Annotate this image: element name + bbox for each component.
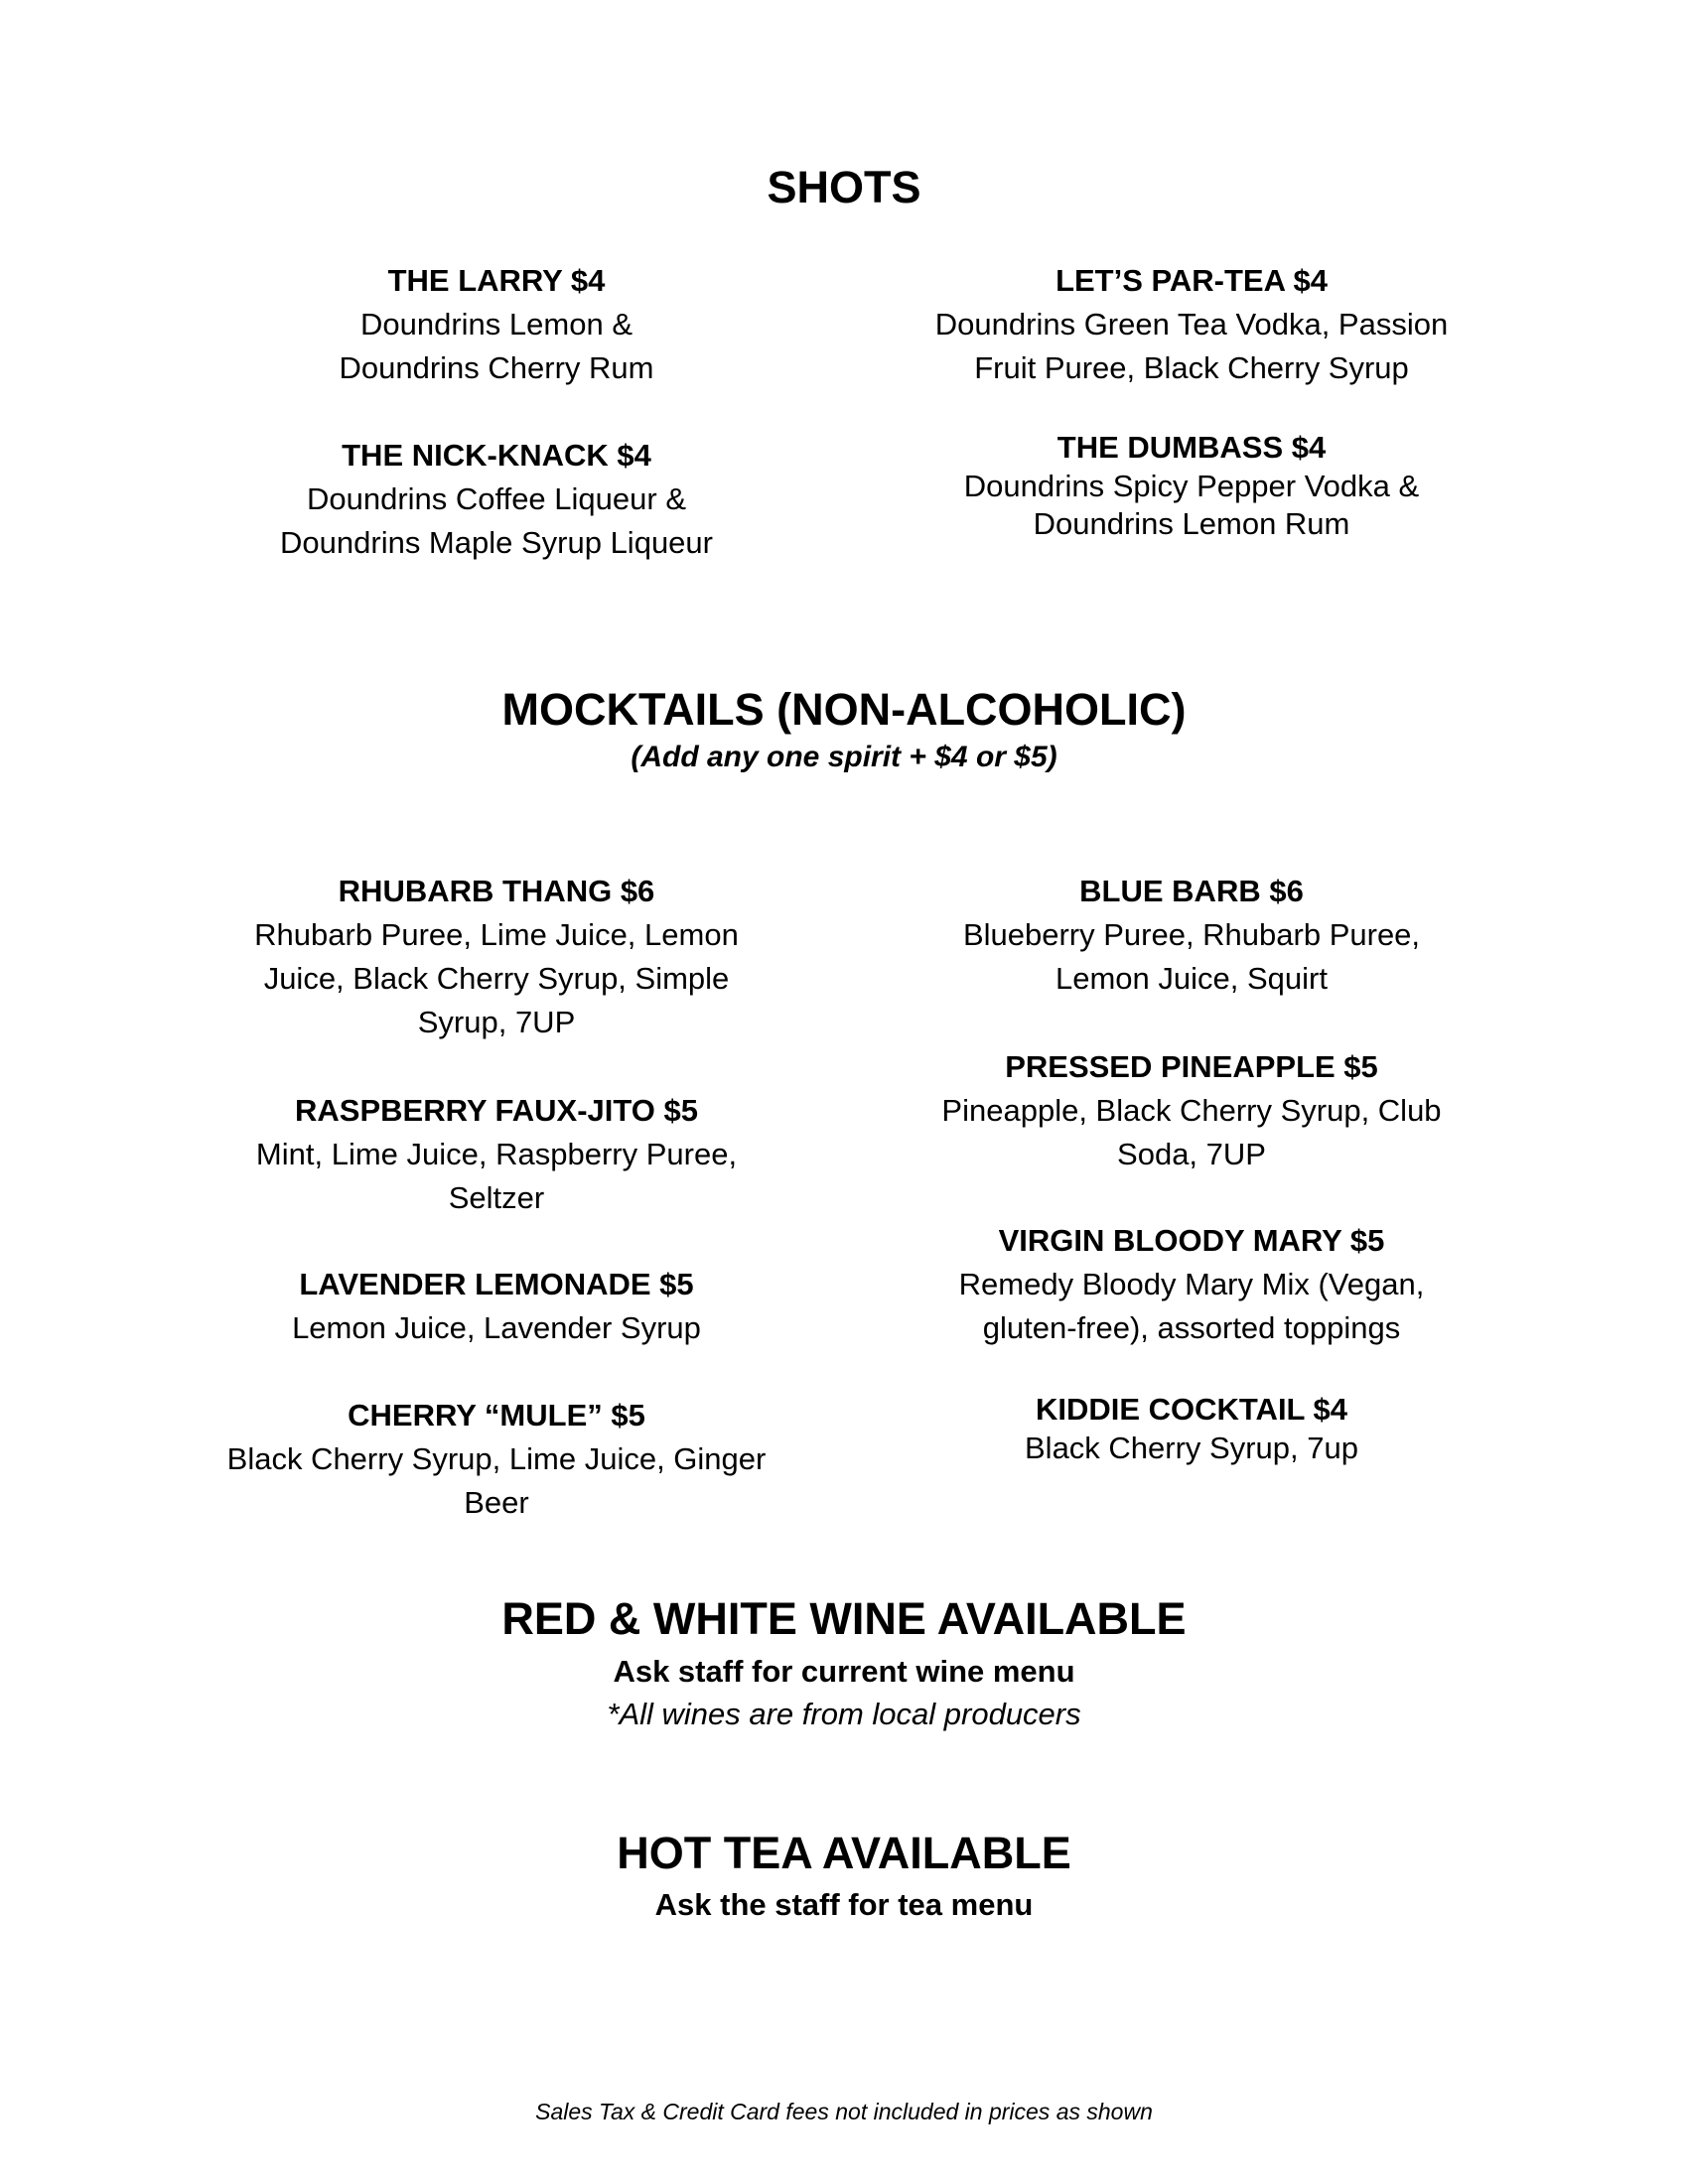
item-description: Mint, Lime Juice, Raspberry Puree, xyxy=(255,1137,738,1171)
tea-heading: HOT TEA AVAILABLE xyxy=(617,1828,1071,1878)
menu-item xyxy=(194,1394,799,1525)
item-description: Fruit Puree, Black Cherry Syrup xyxy=(974,350,1409,385)
item-description: Beer xyxy=(464,1485,529,1520)
mocktails-heading: MOCKTAILS (NON-ALCOHOLIC) xyxy=(501,684,1187,735)
menu-item xyxy=(899,1219,1484,1350)
item-name: PRESSED PINEAPPLE $5 xyxy=(1005,1049,1378,1084)
footer-disclaimer: Sales Tax & Credit Card fees not included in prices as shown xyxy=(535,2099,1153,2124)
shots-heading: SHOTS xyxy=(767,162,921,212)
menu-item xyxy=(194,259,799,390)
tea-note: Ask the staff for tea menu xyxy=(654,1887,1034,1922)
item-description: Blueberry Puree, Rhubarb Puree, xyxy=(962,917,1421,952)
menu-item xyxy=(899,870,1484,1001)
item-description: Rhubarb Puree, Lime Juice, Lemon xyxy=(254,917,739,952)
item-description: Black Cherry Syrup, 7up xyxy=(1025,1431,1358,1465)
item-name: VIRGIN BLOODY MARY $5 xyxy=(998,1223,1385,1258)
item-name: RASPBERRY FAUX-JITO $5 xyxy=(295,1093,698,1128)
menu-item xyxy=(194,1089,799,1220)
item-name: RHUBARB THANG $6 xyxy=(338,874,655,908)
menu-item xyxy=(899,428,1484,543)
menu-item xyxy=(194,870,799,1044)
wine-note: Ask staff for current wine menu xyxy=(613,1654,1075,1689)
menu-item xyxy=(899,1390,1484,1467)
item-description: Seltzer xyxy=(448,1180,545,1215)
item-description: Black Cherry Syrup, Lime Juice, Ginger xyxy=(226,1441,767,1476)
item-name: THE DUMBASS $4 xyxy=(1056,430,1327,465)
menu-item xyxy=(899,1045,1484,1176)
wine-heading: RED & WHITE WINE AVAILABLE xyxy=(501,1593,1187,1644)
item-name: LAVENDER LEMONADE $5 xyxy=(299,1267,694,1301)
item-description: Lemon Juice, Lavender Syrup xyxy=(292,1310,701,1345)
item-description: Doundrins Lemon Rum xyxy=(1033,506,1350,541)
item-description: Lemon Juice, Squirt xyxy=(1055,961,1328,996)
item-description: Doundrins Green Tea Vodka, Passion xyxy=(934,307,1449,341)
item-name: KIDDIE COCKTAIL $4 xyxy=(1035,1392,1348,1427)
menu-item xyxy=(194,434,799,565)
wine-sub-note: *All wines are from local producers xyxy=(607,1697,1081,1731)
item-description: Soda, 7UP xyxy=(1117,1137,1266,1171)
item-description: Doundrins Maple Syrup Liqueur xyxy=(280,525,713,560)
item-description: Doundrins Spicy Pepper Vodka & xyxy=(963,469,1420,503)
item-description: Remedy Bloody Mary Mix (Vegan, xyxy=(958,1267,1425,1301)
item-name: CHERRY “MULE” $5 xyxy=(348,1398,645,1433)
item-description: Doundrins Coffee Liqueur & xyxy=(306,481,686,516)
menu-item xyxy=(194,1263,799,1350)
item-description: Pineapple, Black Cherry Syrup, Club xyxy=(941,1093,1442,1128)
item-description: gluten-free), assorted toppings xyxy=(982,1310,1401,1345)
item-name: LET’S PAR-TEA $4 xyxy=(1055,263,1328,298)
item-description: Doundrins Cherry Rum xyxy=(339,350,654,385)
item-description: Doundrins Lemon & xyxy=(360,307,633,341)
item-description: Syrup, 7UP xyxy=(417,1005,576,1039)
mocktails-subtitle: (Add any one spirit + $4 or $5) xyxy=(631,741,1057,773)
item-description: Juice, Black Cherry Syrup, Simple xyxy=(263,961,730,996)
item-name: THE LARRY $4 xyxy=(387,263,606,298)
menu-item xyxy=(899,259,1484,390)
item-name: BLUE BARB $6 xyxy=(1079,874,1304,908)
item-name: THE NICK-KNACK $4 xyxy=(342,438,651,473)
